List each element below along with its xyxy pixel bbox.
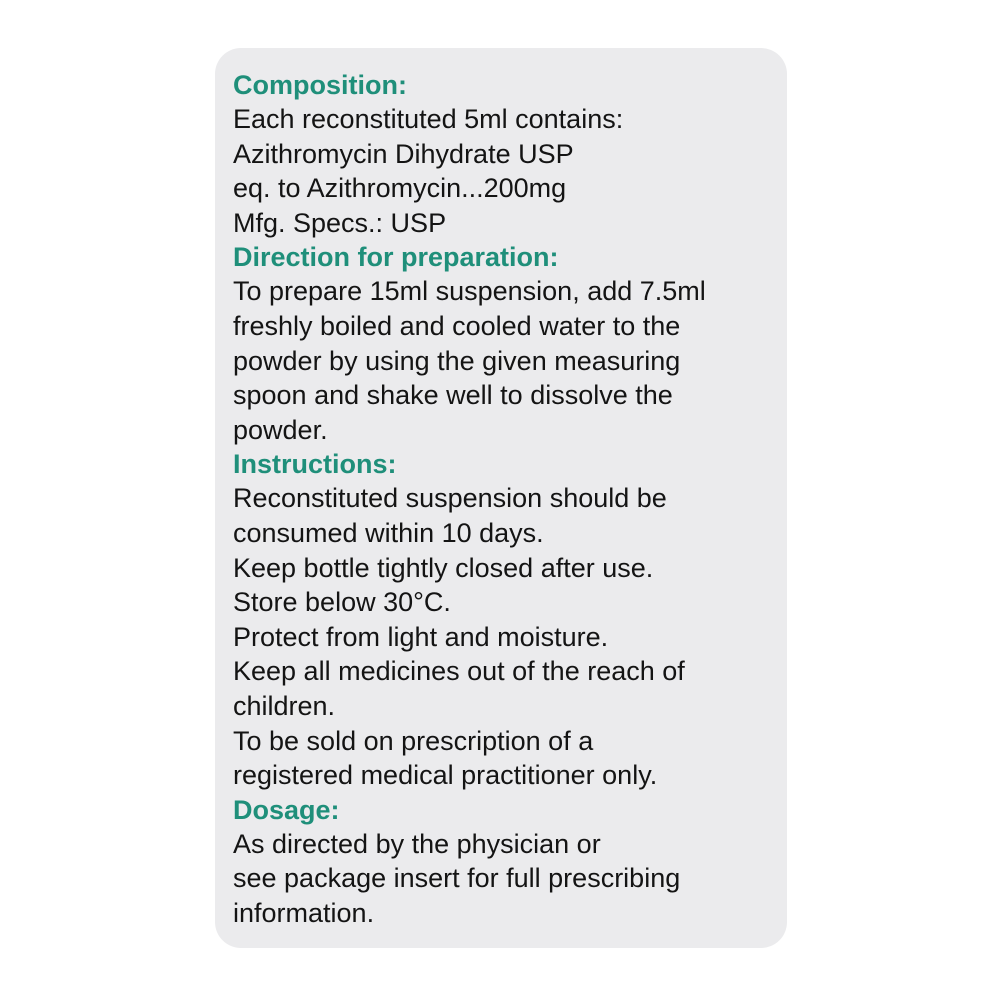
preparation-line: spoon and shake well to dissolve the [233, 380, 673, 411]
instructions-line: Protect from light and moisture. [233, 621, 609, 652]
preparation-line: powder. [233, 414, 328, 445]
composition-heading: Composition: [233, 70, 407, 100]
label-card [215, 48, 787, 948]
composition-section [233, 68, 769, 240]
preparation-section [233, 240, 769, 447]
composition-line: eq. to Azithromycin...200mg [233, 173, 567, 204]
dosage-section [233, 793, 769, 931]
instructions-line: Keep all medicines out of the reach of [233, 656, 685, 687]
instructions-line: Keep bottle tightly closed after use. [233, 552, 654, 583]
instructions-line: children. [233, 690, 336, 721]
instructions-line: registered medical practitioner only. [233, 760, 658, 791]
dosage-line: see package insert for full prescribing [233, 863, 681, 894]
dosage-line: information. [233, 897, 375, 928]
dosage-heading: Dosage: [233, 794, 340, 825]
instructions-line: Store below 30°C. [233, 587, 451, 618]
preparation-line: powder by using the given measuring [233, 345, 681, 376]
composition-line: Azithromycin Dihydrate USP [233, 138, 574, 169]
instructions-section [233, 447, 769, 792]
composition-line: Each reconstituted 5ml contains: [233, 104, 624, 134]
instructions-heading: Instructions: [233, 449, 397, 480]
preparation-heading: Direction for preparation: [233, 242, 559, 273]
preparation-line: To prepare 15ml suspension, add 7.5ml [233, 276, 706, 307]
preparation-line: freshly boiled and cooled water to the [233, 310, 681, 341]
instructions-line: consumed within 10 days. [233, 517, 544, 548]
composition-line: Mfg. Specs.: USP [233, 207, 447, 238]
instructions-line: Reconstituted suspension should be [233, 483, 667, 514]
dosage-line: As directed by the physician or [233, 828, 601, 859]
instructions-line: To be sold on prescription of a [233, 725, 594, 756]
